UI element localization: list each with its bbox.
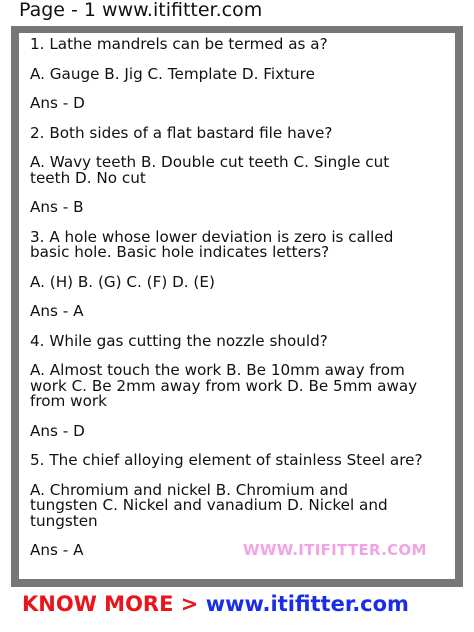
options-line: A. Almost touch the work B. Be 10mm away from [30,361,405,379]
answer-text: Ans - A [30,302,84,320]
footer-link[interactable]: www.itifitter.com [205,592,409,616]
options-line: tungsten C. Nickel and vanadium D. Nickel and [30,496,388,514]
know-more-label: KNOW MORE [22,592,174,616]
answer-text: Ans - D [30,421,85,440]
answer-text: Ans - D [30,94,85,112]
question-text: 4. While gas cutting the nozzle should? [30,331,328,350]
answer-text: Ans - A [30,541,84,559]
options-text [30,272,445,291]
question-text: 5. The chief alloying element of stainless Steel are? [30,451,423,469]
question-card [19,33,455,579]
watermark: WWW.ITIFITTER.COM [243,541,427,559]
question-text: 2. Both sides of a flat bastard file have? [30,123,333,142]
footer-banner [22,590,409,618]
options-line: from work [30,392,107,410]
options-text [30,480,445,530]
question-block-1 [30,37,445,112]
options-line: tungsten [30,511,98,530]
question-text: 1. Lathe mandrels can be termed as a? [30,35,328,53]
options-line: A. (H) B. (G) C. (F) D. (E) [30,272,215,291]
question-line: 3. A hole whose lower deviation is zero is called [30,227,394,246]
options-line: A. Wavy teeth B. Double cut teeth C. Single cut [30,153,390,171]
question-text [30,227,445,261]
question-block-4 [30,331,445,440]
answer-text: Ans - B [30,198,84,216]
page-header: Page - 1 www.itifitter.com [19,0,263,21]
options-line: A. Gauge B. Jig C. Template D. Fixture [30,64,315,83]
question-block-2 [30,123,445,216]
options-line: teeth D. No cut [30,168,146,187]
question-block-3 [30,227,445,320]
chevron-right-icon: > [180,592,199,616]
options-text [30,64,445,83]
options-line: A. Chromium and nickel B. Chromium and [30,480,349,499]
options-line: work C. Be 2mm away from work D. Be 5mm away [30,376,418,395]
options-text [30,155,445,186]
question-line: basic hole. Basic hole indicates letters? [30,243,330,261]
options-text [30,363,445,410]
